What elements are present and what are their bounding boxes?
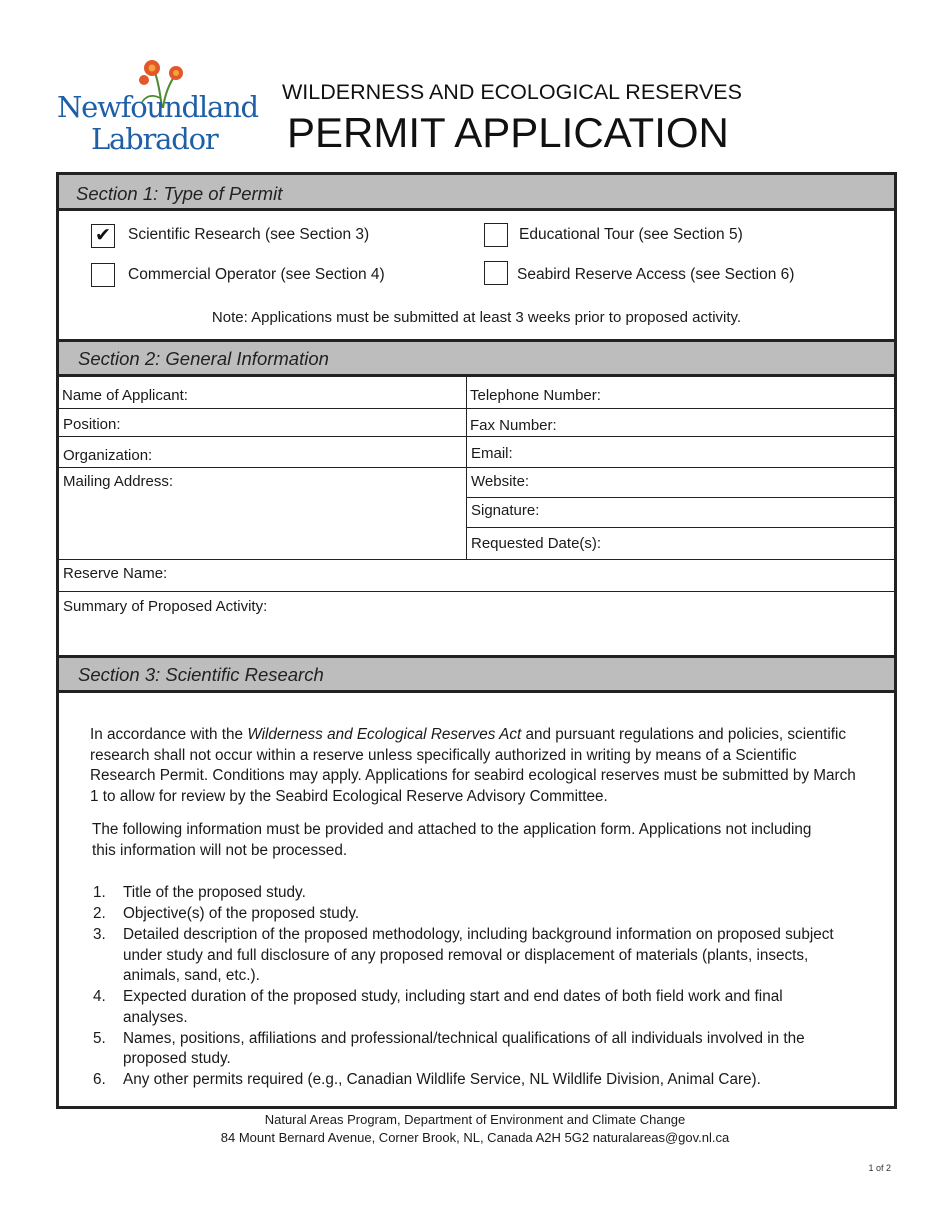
required-info-paragraph: The following information must be provided and attached to the application form. Applications not including this information will not be processed. — [92, 821, 812, 859]
list-item-text: Any other permits required (e.g., Canadian Wildlife Service, NL Wildlife Division, Animal Care). — [123, 1071, 761, 1088]
list-item-text: Detailed description of the proposed methodology, including background information on proposed subject under study and full disclosure of any proposed removal or displacement of materials (plants, insects, animals, sand, etc.). — [123, 926, 834, 984]
required-info-list — [90, 883, 850, 1091]
row-divider — [466, 497, 894, 498]
list-item-text: Objective(s) of the proposed study. — [123, 905, 360, 922]
form-title: PERMIT APPLICATION — [287, 109, 729, 156]
field-summary-of-proposed-activity[interactable]: Summary of Proposed Activity: — [63, 598, 268, 615]
footer-address: 84 Mount Bernard Avenue, Corner Brook, NL, Canada A2H 5G2 naturalareas@gov.nl.ca — [220, 1130, 730, 1145]
form-subtitle: WILDERNESS AND ECOLOGICAL RESERVES — [282, 80, 742, 104]
list-item — [90, 925, 850, 987]
footer-department: Natural Areas Program, Department of Environment and Climate Change — [264, 1112, 686, 1127]
section3-header — [59, 655, 894, 693]
checkbox-seabird-reserve-access[interactable] — [484, 261, 508, 285]
section3-title: Section 3: Scientific Research — [78, 664, 324, 685]
checkbox-commercial-operator[interactable] — [91, 263, 115, 287]
list-item-number: 3. — [93, 926, 106, 943]
list-item-number: 4. — [93, 988, 106, 1005]
field-requested-dates[interactable]: Requested Date(s): — [471, 535, 602, 552]
option-label-commercial-operator: Commercial Operator (see Section 4) — [128, 266, 385, 283]
row-divider — [59, 559, 894, 560]
submission-note: Note: Applications must be submitted at least 3 weeks prior to proposed activity. — [211, 309, 742, 326]
option-label-scientific-research: Scientific Research (see Section 3) — [128, 226, 370, 243]
permit-form — [56, 172, 897, 1109]
page-number: 1 of 2 — [868, 1163, 891, 1173]
field-website[interactable]: Website: — [471, 473, 530, 490]
list-item-text: Names, positions, affiliations and professional/technical qualifications of all individuals involved in the proposed study. — [123, 1029, 805, 1067]
list-item — [90, 1029, 850, 1070]
row-divider — [466, 527, 894, 528]
field-reserve-name[interactable]: Reserve Name: — [63, 565, 168, 582]
list-item — [90, 904, 850, 925]
field-telephone-number[interactable]: Telephone Number: — [470, 387, 601, 404]
research-policy-paragraph — [90, 725, 860, 807]
policy-text-rest: and pursuant regulations and policies, scientific research shall not occur within a reserve unless specifically authorized in writing by means of a Scientific Research Permit. Conditions may apply. Applications for seabird ecological reserves must be submitted by March 1 to allow for review by the Seabird Ecological Reserve Advisory Committee. — [90, 726, 856, 805]
section1-header — [59, 175, 894, 211]
list-item — [90, 883, 850, 904]
field-fax-number[interactable]: Fax Number: — [470, 417, 557, 434]
list-item-number: 5. — [93, 1029, 106, 1047]
government-logo — [57, 58, 258, 156]
field-organization[interactable]: Organization: — [63, 447, 153, 464]
act-name: Wilderness and Ecological Reserves Act — [247, 726, 522, 743]
list-item-text: Expected duration of the proposed study, including start and end dates of both field work and final analyses. — [123, 988, 783, 1026]
field-divider — [466, 377, 467, 559]
checkbox-scientific-research[interactable]: ✔ — [91, 224, 115, 248]
row-divider — [59, 436, 894, 437]
field-mailing-address[interactable]: Mailing Address: — [63, 473, 174, 490]
list-item-text: Title of the proposed study. — [123, 884, 306, 901]
field-signature[interactable]: Signature: — [471, 502, 540, 519]
row-divider — [59, 467, 894, 468]
field-name-of-applicant[interactable]: Name of Applicant: — [62, 387, 188, 404]
option-label-seabird-reserve-access: Seabird Reserve Access (see Section 6) — [517, 266, 795, 283]
logo-text-labrador: Labrador — [91, 122, 218, 156]
list-item-number: 6. — [93, 1071, 106, 1088]
list-item — [90, 1070, 850, 1091]
section2-title: Section 2: General Information — [78, 348, 329, 369]
field-email[interactable]: Email: — [471, 445, 513, 462]
option-label-educational-tour: Educational Tour (see Section 5) — [519, 226, 743, 243]
row-divider — [59, 591, 894, 592]
list-item-number: 2. — [93, 905, 106, 922]
list-item-number: 1. — [93, 884, 106, 901]
row-divider — [59, 408, 894, 409]
section2-header — [59, 339, 894, 377]
logo-text-newfoundland: Newfoundland — [57, 90, 258, 124]
field-position[interactable]: Position: — [63, 416, 121, 433]
checkbox-educational-tour[interactable] — [484, 223, 508, 247]
section1-title: Section 1: Type of Permit — [76, 183, 283, 204]
policy-text-start: In accordance with the — [90, 726, 248, 743]
list-item — [90, 987, 850, 1028]
